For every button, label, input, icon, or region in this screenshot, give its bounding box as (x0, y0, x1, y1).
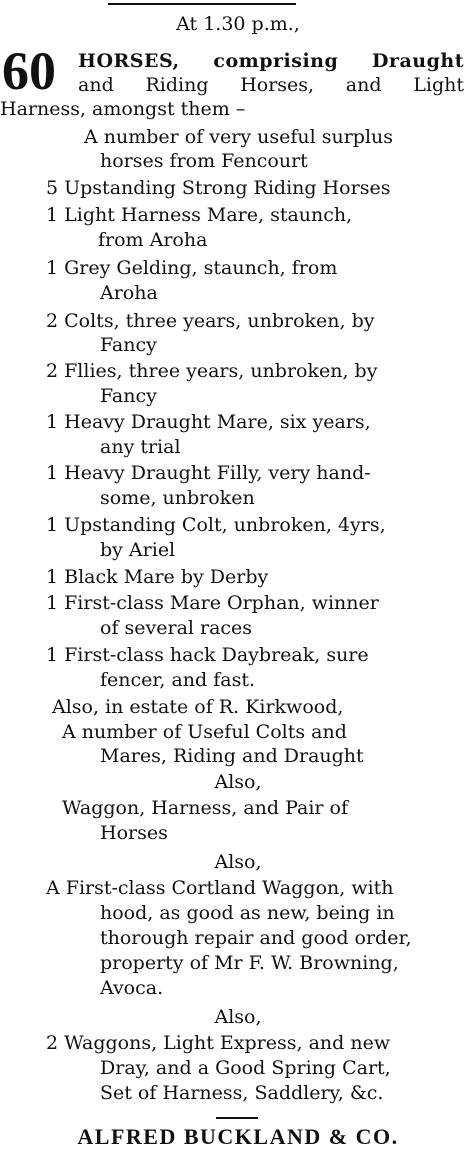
item-line: of several races (100, 617, 253, 639)
item-line: Set of Harness, Saddlery, &c. (100, 1082, 384, 1104)
item-line: thorough repair and good order, (100, 927, 412, 949)
item-line: Fancy (100, 334, 157, 356)
top-rule (108, 3, 296, 5)
also-line: Also, (214, 1006, 262, 1028)
item-line: horses from Fencourt (100, 150, 308, 172)
item-line: 2 Fllies, three years, unbroken, by (46, 360, 378, 382)
item-line: hood, as good as new, being in (100, 902, 395, 924)
intro-line-3: Harness, amongst them – (0, 98, 246, 120)
lot-number: 60 (2, 41, 56, 101)
item-line: by Ariel (100, 539, 176, 561)
item-line: 5 Upstanding Strong Riding Horses (46, 177, 391, 199)
item-line: Fancy (100, 385, 157, 407)
item-line: Dray, and a Good Spring Cart, (100, 1057, 391, 1079)
item-line: any trial (100, 436, 181, 458)
item-line: Waggon, Harness, and Pair of (62, 797, 349, 819)
item-line: 2 Colts, three years, unbroken, by (46, 310, 375, 332)
item-line: 1 First-class hack Daybreak, sure (46, 644, 369, 666)
item-line: 1 Black Mare by Derby (46, 566, 269, 588)
item-line: A number of Useful Colts and (62, 721, 347, 743)
item-line: A First-class Cortland Waggon, with (46, 877, 394, 899)
item-line: 1 Upstanding Colt, unbroken, 4yrs, (46, 514, 386, 536)
also-line: Also, (214, 771, 262, 793)
item-line: Avoca. (100, 977, 164, 999)
item-line: Aroha (100, 282, 158, 304)
item-line: property of Mr F. W. Browning, (100, 952, 399, 974)
item-line: 1 Grey Gelding, staunch, from (46, 257, 338, 279)
item-line: Horses (100, 822, 168, 844)
intro-line-1: HORSES, comprising Draught (78, 50, 464, 72)
auctioneer-name: ALFRED BUCKLAND & CO. (77, 1124, 399, 1149)
item-line: 2 Waggons, Light Express, and new (46, 1032, 391, 1054)
item-line: Mares, Riding and Draught (100, 745, 364, 767)
item-line: 1 Heavy Draught Mare, six years, (46, 411, 371, 433)
item-line: 1 Light Harness Mare, staunch, (46, 204, 353, 226)
item-line: fencer, and fast. (100, 669, 256, 691)
item-line: Also, in estate of R. Kirkwood, (52, 696, 344, 718)
also-line: Also, (214, 851, 262, 873)
item-line: A number of very useful surplus (84, 126, 394, 148)
time-heading: At 1.30 p.m., (176, 13, 300, 35)
item-line: 1 First-class Mare Orphan, winner (46, 592, 379, 614)
item-line: 1 Heavy Draught Filly, very hand- (46, 462, 371, 484)
item-line: some, unbroken (100, 487, 255, 509)
footer-divider (216, 1117, 258, 1119)
intro-line-2: and Riding Horses, and Light (78, 74, 464, 96)
item-line: from Aroha (98, 229, 208, 251)
